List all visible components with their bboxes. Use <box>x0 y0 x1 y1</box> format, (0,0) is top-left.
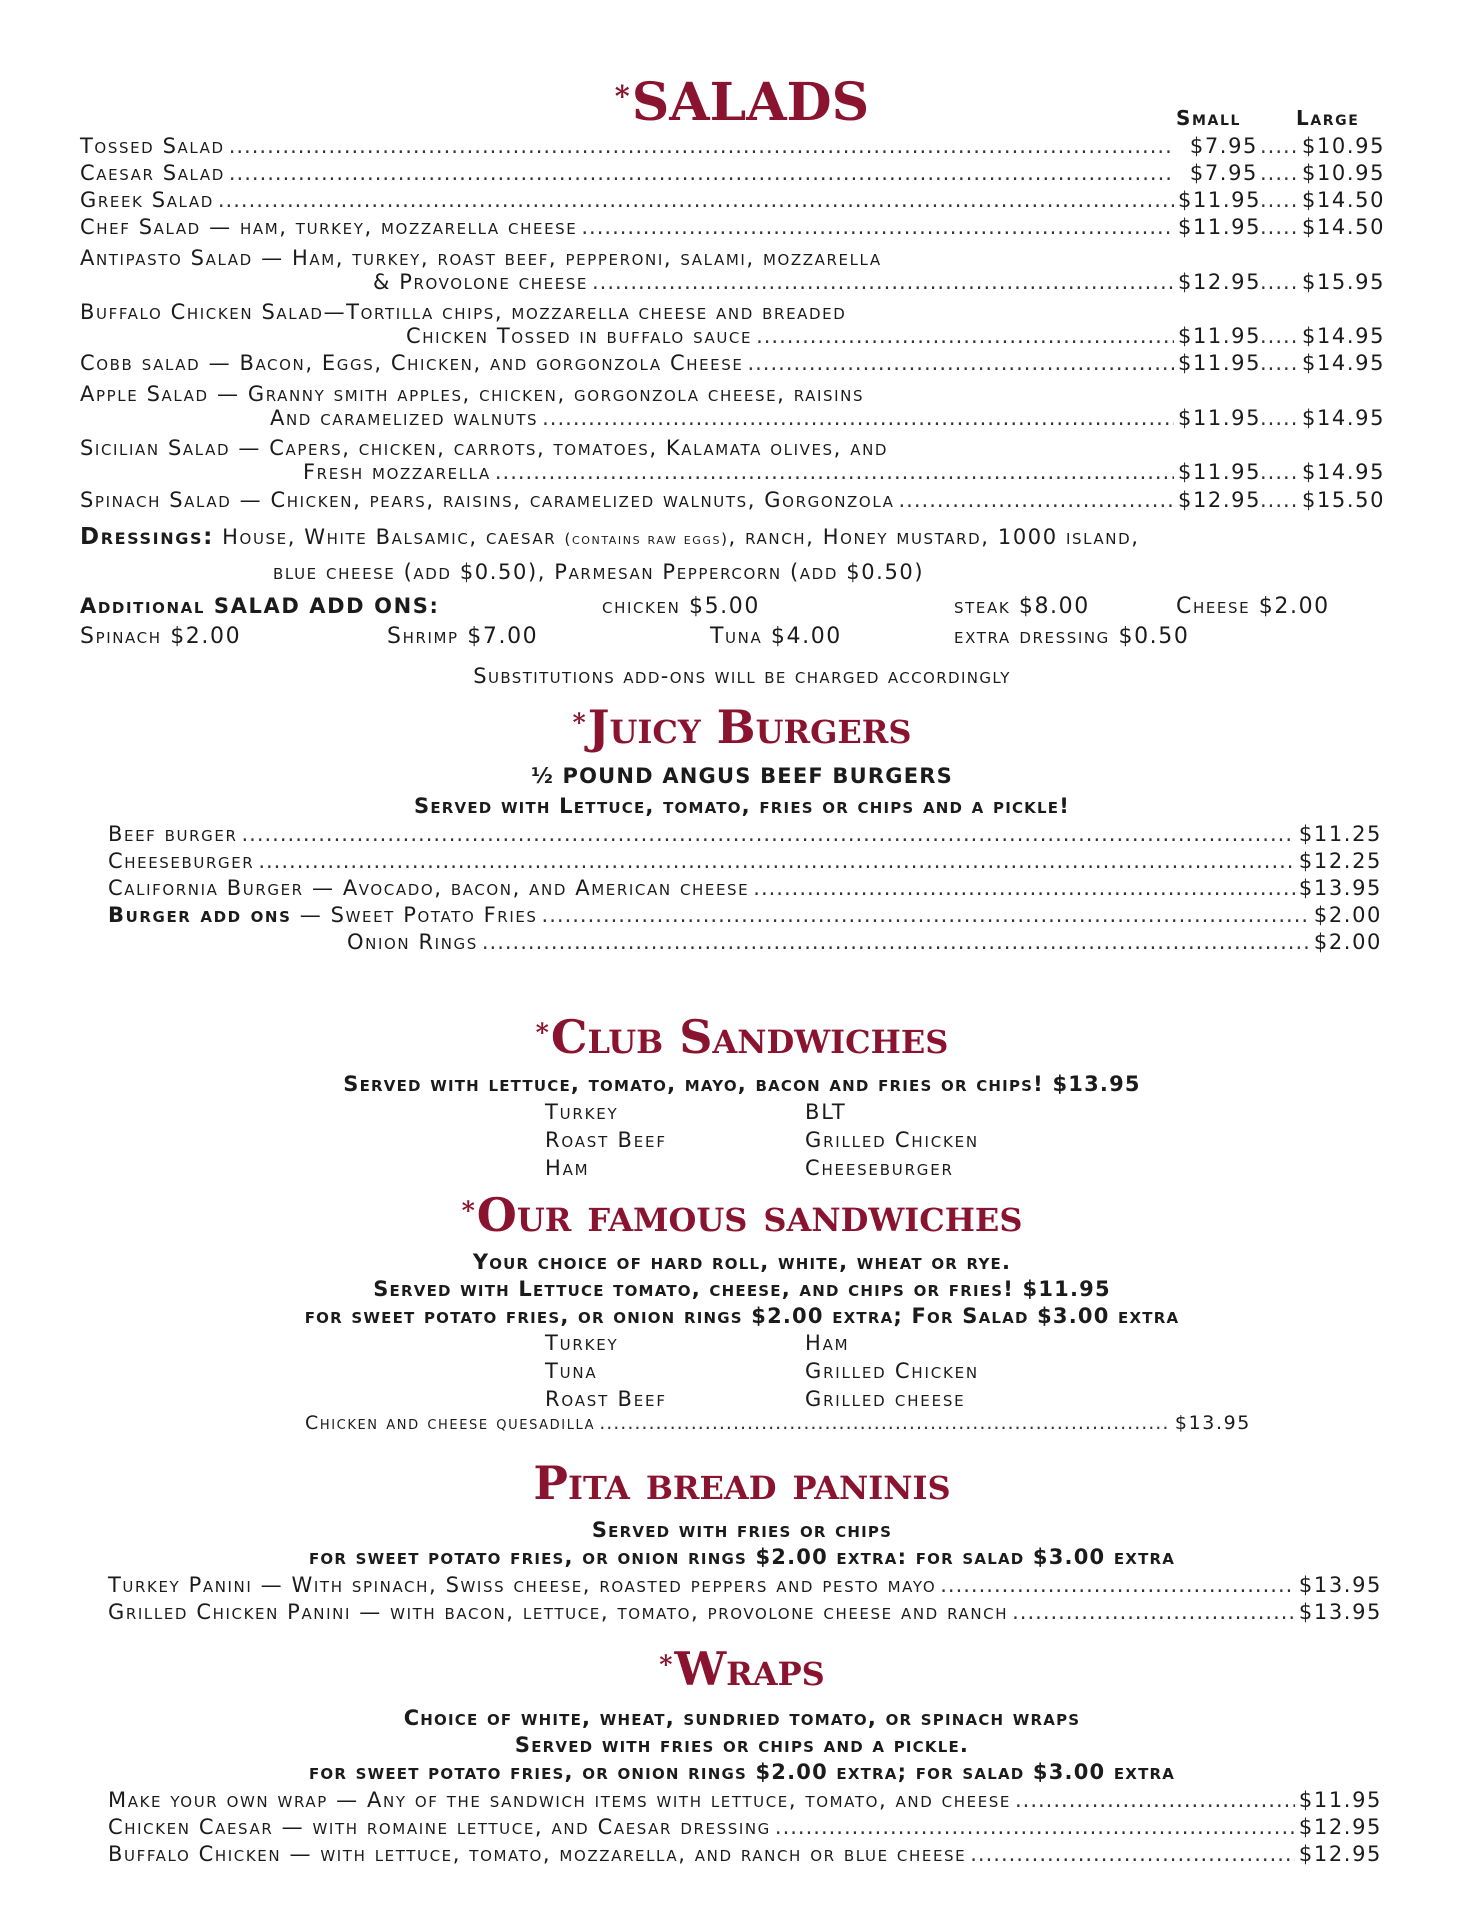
pita-subtitle-2: for sweet potato fries, or onion rings $2.00 extra: for salad $3.00 extra <box>308 1545 1176 1569</box>
club-title: *Club Sandwiches <box>535 1010 949 1064</box>
salad-item-row: Spinach Salad — Chicken, pears, raisins, caramelized walnuts, Gorgonzola ..... $12.95 ...... $15.50 <box>80 488 1382 515</box>
addon-cheese: Cheese $2.00 <box>1176 594 1330 619</box>
salad-item-row: Chef Salad — ham, turkey, mozzarella cheese ..... $11.95 ...... $14.50 <box>80 215 1382 242</box>
salad-item-label: Antipasto Salad — Ham, turkey, roast beef, pepperoni, salami, mozzarella <box>80 246 882 270</box>
addon-tuna: Tuna $4.00 <box>710 624 842 649</box>
burgers-subtitle-1: ½ POUND ANGUS BEEF BURGERS <box>531 764 953 788</box>
pita-subtitle-1: Served with fries or chips <box>591 1518 893 1542</box>
salad-item-row: Caesar Salad ..... $7.95 ...... $10.95 <box>80 161 1382 188</box>
salads-title: *SALADS <box>614 72 870 133</box>
burger-item-row: Cheeseburger ..... $12.25 <box>108 849 1382 876</box>
wraps-subtitle-1: Choice of white, wheat, sundried tomato, or spinach wraps <box>403 1706 1081 1730</box>
famous-subtitle-1: Your choice of hard roll, white, wheat or rye. <box>472 1250 1012 1274</box>
pita-item-row: Grilled Chicken Panini — with bacon, lettuce, tomato, provolone cheese and ranch ..... $13.95 <box>108 1600 1382 1627</box>
dressings-text-a: House, White Balsamic, caesar <box>222 525 565 549</box>
dressings-label: Dressings: <box>80 524 214 550</box>
wraps-title: *Wraps <box>659 1642 825 1696</box>
dressings-line <box>80 524 1140 550</box>
dressings-note: (contains raw eggs) <box>564 530 729 548</box>
burger-item-row: Beef burger ..... $11.25 <box>108 822 1382 849</box>
col-large-header: Large <box>1296 106 1360 130</box>
salad-item-label: Buffalo Chicken Salad—Tortilla chips, mozzarella cheese and breaded <box>80 300 847 324</box>
salad-item-row: Tossed Salad ..... $7.95 ...... $10.95 <box>80 134 1382 161</box>
burger-addon-row: Burger add ons — Sweet Potato Fries ..... $2.00 <box>108 903 1382 930</box>
famous-title: *Our famous sandwiches <box>461 1188 1023 1242</box>
famous-list-left: Turkey Tuna Roast Beef <box>545 1331 667 1411</box>
wraps-subtitle-3: for sweet potato fries, or onion rings $2.00 extra; for salad $3.00 extra <box>308 1760 1176 1784</box>
famous-subtitle-2: Served with Lettuce tomato, cheese, and chips or fries! $11.95 <box>373 1277 1111 1301</box>
salad-item-row: Cobb salad — Bacon, Eggs, Chicken, and gorgonzola Cheese ..... $11.95 ...... $14.95 <box>80 351 1382 378</box>
salad-addons-label: Additional SALAD ADD ONS: <box>80 594 440 618</box>
salad-item-label: Apple Salad — Granny smith apples, chicken, gorgonzola cheese, raisins <box>80 382 865 406</box>
club-subtitle: Served with lettuce, tomato, mayo, bacon and fries or chips! $13.95 <box>343 1072 1141 1096</box>
burgers-subtitle-2: Served with Lettuce, tomato, fries or chips and a pickle! <box>414 794 1070 818</box>
famous-subtitle-3: for sweet potato fries, or onion rings $2.00 extra; For Salad $3.00 extra <box>304 1304 1180 1328</box>
addon-spinach: Spinach $2.00 <box>80 624 242 649</box>
pita-item-row: Turkey Panini — With spinach, Swiss cheese, roasted peppers and pesto mayo ..... $13.95 <box>108 1573 1382 1600</box>
substitutions-note: Substitutions add-ons will be charged accordingly <box>473 664 1011 688</box>
club-list-left: Turkey Roast Beef Ham <box>545 1100 667 1180</box>
burgers-title: *Juicy Burgers <box>572 700 912 754</box>
wraps-subtitle-2: Served with fries or chips and a pickle. <box>514 1733 970 1757</box>
salad-item-label: Sicilian Salad — Capers, chicken, carrots, tomatoes, Kalamata olives, and <box>80 436 889 460</box>
addon-extra-dressing: extra dressing $0.50 <box>954 624 1190 649</box>
famous-list-right: Ham Grilled Chicken Grilled cheese <box>805 1331 979 1411</box>
dressings-text-b: , ranch, Honey mustard, 1000 island, <box>728 525 1140 549</box>
col-small-header: Small <box>1176 106 1242 130</box>
dressings-line-2: blue cheese (add $0.50), Parmesan Peppercorn (add $0.50) <box>273 560 925 584</box>
burger-item-row: California Burger — Avocado, bacon, and American cheese ..... $13.95 <box>108 876 1382 903</box>
quesadilla-row: Chicken and cheese quesadilla ..... $13.95 <box>305 1412 1251 1439</box>
salad-item-row: Fresh mozzarella ..... $11.95 ...... $14.95 <box>303 460 1382 487</box>
salad-item-row: Chicken Tossed in buffalo sauce ..... $11.95 ...... $14.95 <box>406 324 1382 351</box>
addon-chicken: chicken $5.00 <box>602 594 760 619</box>
addon-shrimp: Shrimp $7.00 <box>387 624 539 649</box>
wrap-item-row: Chicken Caesar — with romaine lettuce, and Caesar dressing ..... $12.95 <box>108 1815 1382 1842</box>
addon-steak: steak $8.00 <box>954 594 1090 619</box>
pita-title: Pita bread paninis <box>533 1456 951 1510</box>
salad-item-row: Greek Salad ..... $11.95 ...... $14.50 <box>80 188 1382 215</box>
salad-item-row: And caramelized walnuts ..... $11.95 ...... $14.95 <box>270 406 1382 433</box>
wrap-item-row: Buffalo Chicken — with lettuce, tomato, mozzarella, and ranch or blue cheese ..... $12.95 <box>108 1842 1382 1869</box>
club-list-right: BLT Grilled Chicken Cheeseburger <box>805 1100 979 1180</box>
burger-addon-row: Onion Rings ..... $2.00 <box>347 930 1382 957</box>
wrap-item-row: Make your own wrap — Any of the sandwich items with lettuce, tomato, and cheese ..... $11.95 <box>108 1788 1382 1815</box>
salad-item-row: & Provolone cheese ..... $12.95 ...... $15.95 <box>373 270 1382 297</box>
